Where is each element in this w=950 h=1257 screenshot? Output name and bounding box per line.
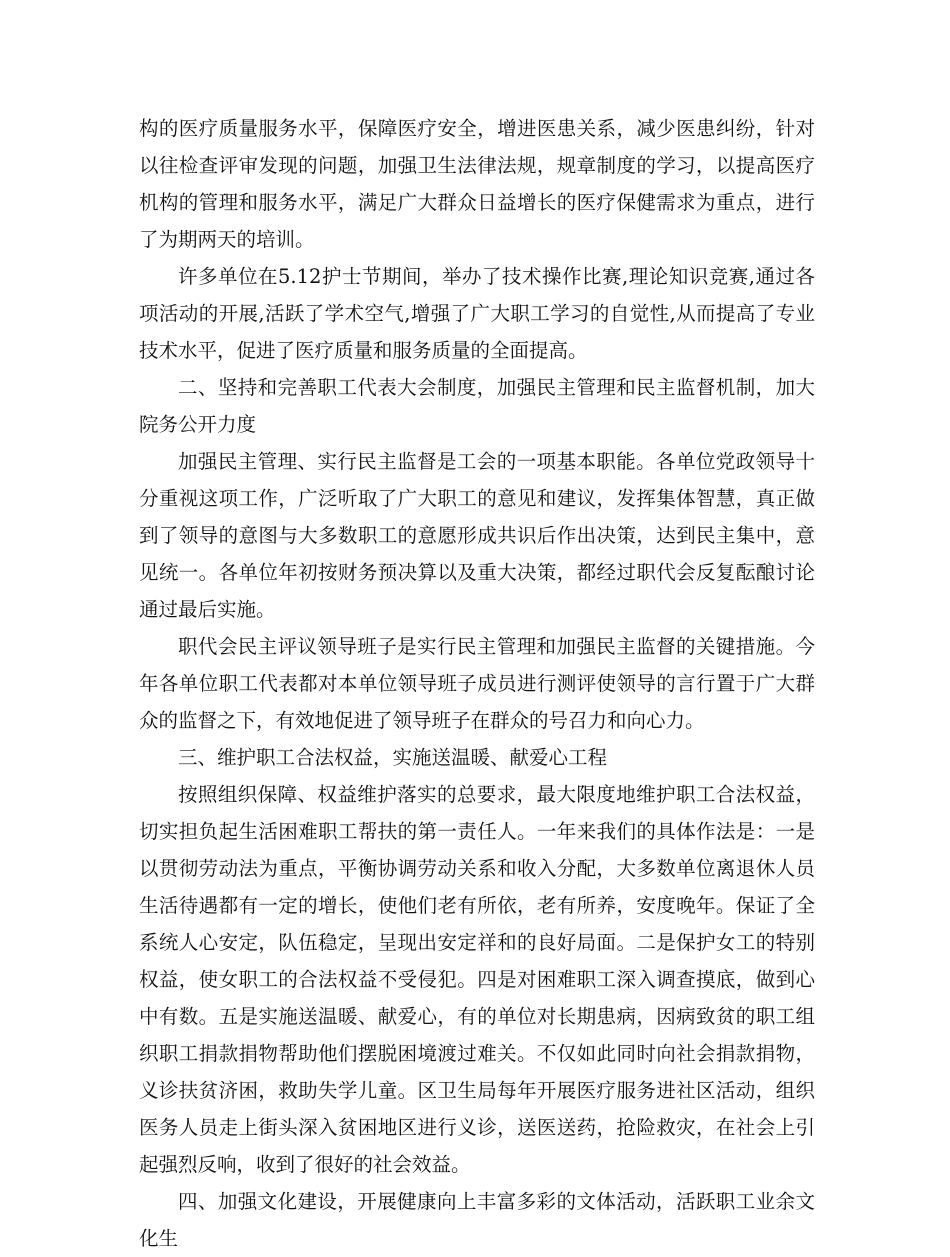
paragraph-3: 加强民主管理、实行民主监督是工会的一项基本职能。各单位党政领导十分重视这项工作，广泛听取了广大职工的意见和建议，发挥集体智慧，真正做到了领导的意图与大多数职工的意愿形成共识后作出决策，达到民主集中，意见统一。各单位年初按财务预决算以及重大决策，都经过职代会反复酝酿讨论通过最后实施。 [139, 450, 815, 621]
section-heading-3: 三、维护职工合法权益，实施送温暖、献爱心工程 [178, 746, 608, 769]
paragraph-4: 职代会民主评议领导班子是实行民主管理和加强民主监督的关键措施。今年各单位职工代表都对本单位领导班子成员进行测评使领导的言行置于广大群众的监督之下，有效地促进了领导班子在群众的号召力和向心力。 [139, 635, 815, 732]
section-heading-4: 四、加强文化建设，开展健康向上丰富多彩的文体活动，活跃职工业余文化生 [139, 1190, 815, 1250]
paragraph-2: 许多单位在5.12护士节期间，举办了技术操作比赛,理论知识竞赛,通过各项活动的开展,活跃了学术空气,增强了广大职工学习的自觉性,从而提高了专业技术水平，促进了医疗质量和服务质量的全面提高。 [139, 265, 815, 362]
section-heading-2: 二、坚持和完善职工代表大会制度，加强民主管理和民主监督机制，加大院务公开力度 [139, 376, 815, 436]
paragraph-5: 按照组织保障、权益维护落实的总要求，最大限度地维护职工合法权益，切实担负起生活困难职工帮扶的第一责任人。一年来我们的具体作法是：一是以贯彻劳动法为重点，平衡协调劳动关系和收入分配，大多数单位离退休人员生活待遇都有一定的增长，使他们老有所依，老有所养，安度晚年。保证了全系统人心安定，队伍稳定，呈现出安定祥和的良好局面。二是保护女工的特别权益，使女职工的合法权益不受侵犯。四是对困难职工深入调查摸底，做到心中有数。五是实施送温暖、献爱心，有的单位对长期患病，因病致贫的职工组织职工捐款捐物帮助他们摆脱困境渡过难关。不仅如此同时向社会捐款捐物，义诊扶贫济困，救助失学儿童。区卫生局每年开展医疗服务进社区活动，组织医务人员走上街头深入贫困地区进行义诊，送医送药，抢险救灾，在社会上引起强烈反响，收到了很好的社会效益。 [139, 783, 815, 1176]
paragraph-1: 构的医疗质量服务水平，保障医疗安全，增进医患关系，减少医患纠纷，针对以往检查评审发现的问题，加强卫生法律法规，规章制度的学习，以提高医疗机构的管理和服务水平，满足广大群众日益增长的医疗保健需求为重点，进行了为期两天的培训。 [139, 117, 815, 251]
document-body [139, 110, 815, 1257]
